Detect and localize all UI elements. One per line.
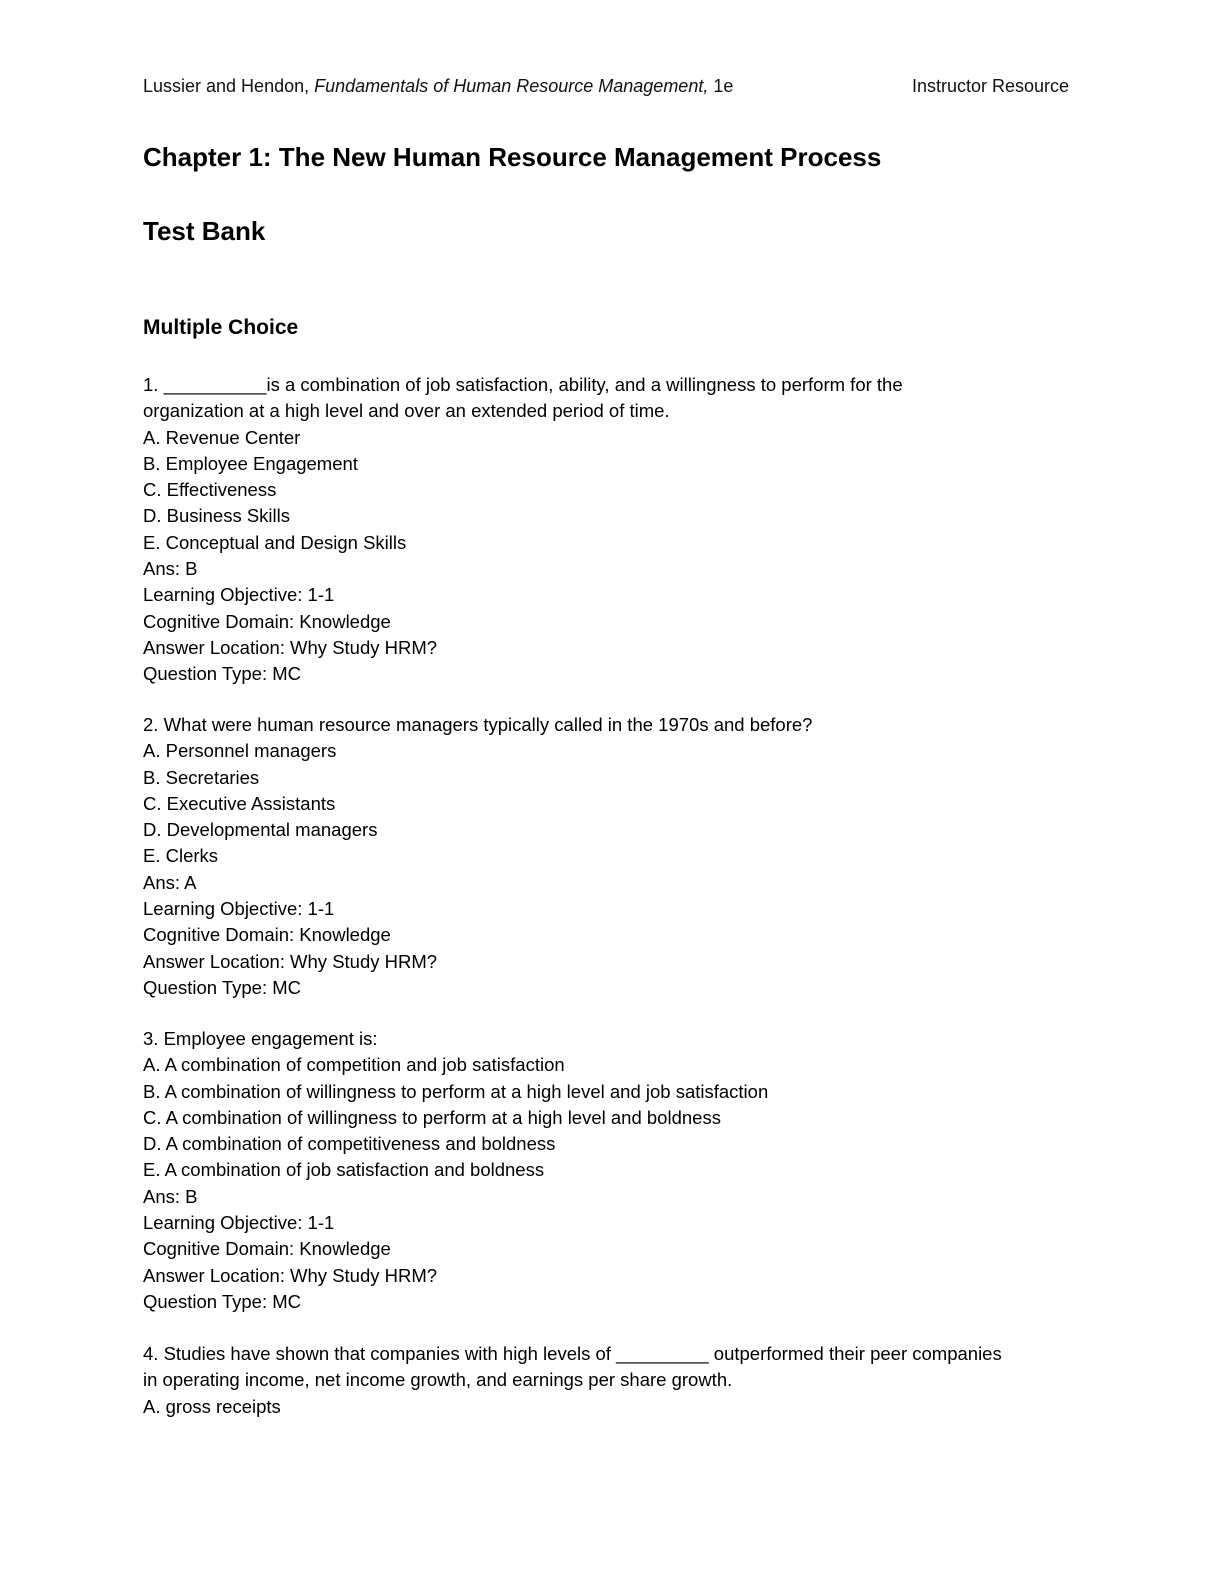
answer-option-b: B. Secretaries: [143, 766, 260, 788]
cognitive-domain: Cognitive Domain: Knowledge: [143, 1238, 391, 1260]
question-type: Question Type: MC: [143, 663, 302, 685]
chapter-title: Chapter 1: The New Human Resource Management Process: [143, 142, 882, 172]
answer-key: Ans: A: [143, 871, 197, 893]
answer-location: Answer Location: Why Study HRM?: [143, 1264, 438, 1286]
answer-location: Answer Location: Why Study HRM?: [143, 950, 438, 972]
header-edition: 1e: [708, 76, 734, 96]
learning-objective: Learning Objective: 1-1: [143, 898, 335, 920]
header-resource-label: Instructor Resource: [911, 76, 1069, 96]
answer-option-d: D. A combination of competitiveness and boldness: [143, 1133, 556, 1155]
answer-location: Answer Location: Why Study HRM?: [143, 636, 438, 658]
answer-option-b: B. A combination of willingness to perform at a high level and job satisfaction: [143, 1080, 769, 1102]
answer-key: Ans: B: [143, 558, 198, 580]
answer-option-e: E. Clerks: [143, 845, 219, 867]
question-stem: 2. What were human resource managers typically called in the 1970s and before?: [143, 714, 813, 735]
answer-option-c: C. Executive Assistants: [143, 792, 336, 814]
answer-option-a: A. Personnel managers: [143, 740, 337, 762]
answer-option-a: A. gross receipts: [143, 1395, 281, 1417]
learning-objective: Learning Objective: 1-1: [143, 1212, 335, 1234]
question-1: [143, 372, 1073, 688]
header-authors: Lussier and Hendon,: [143, 76, 315, 96]
answer-key: Ans: B: [143, 1185, 198, 1207]
answer-option-c: C. A combination of willingness to perform at a high level and boldness: [143, 1106, 721, 1128]
answer-option-e: E. A combination of job satisfaction and boldness: [143, 1159, 545, 1181]
question-stem: 1. __________is a combination of job satisfaction, ability, and a willingness to perform for the: [143, 374, 903, 395]
answer-option-d: D. Developmental managers: [143, 819, 378, 841]
cognitive-domain: Cognitive Domain: Knowledge: [143, 610, 391, 632]
cognitive-domain: Cognitive Domain: Knowledge: [143, 924, 391, 946]
question-type: Question Type: MC: [143, 1290, 302, 1312]
answer-option-c: C. Effectiveness: [143, 479, 277, 501]
question-stem-continued: organization at a high level and over an extended period of time.: [143, 400, 670, 422]
answer-option-a: A. A combination of competition and job satisfaction: [143, 1054, 565, 1076]
answer-option-a: A. Revenue Center: [143, 426, 301, 448]
question-4: [143, 1341, 1073, 1420]
question-stem: 3. Employee engagement is:: [143, 1028, 378, 1049]
question-2: [143, 712, 1073, 1001]
section-title: Test Bank: [143, 216, 266, 246]
subsection-title: Multiple Choice: [143, 316, 299, 339]
question-stem: 4. Studies have shown that companies with high levels of _________ outperformed their peer companies: [143, 1343, 1002, 1364]
question-stem-continued: in operating income, net income growth, and earnings per share growth.: [143, 1369, 733, 1391]
answer-option-e: E. Conceptual and Design Skills: [143, 531, 407, 553]
header-citation: [143, 72, 733, 100]
question-3: [143, 1026, 1073, 1315]
answer-option-d: D. Business Skills: [143, 505, 291, 527]
answer-option-b: B. Employee Engagement: [143, 452, 358, 474]
header-book-title: Fundamentals of Human Resource Management,: [314, 76, 709, 96]
question-type: Question Type: MC: [143, 976, 302, 998]
running-header: [143, 72, 1069, 100]
learning-objective: Learning Objective: 1-1: [143, 584, 335, 606]
